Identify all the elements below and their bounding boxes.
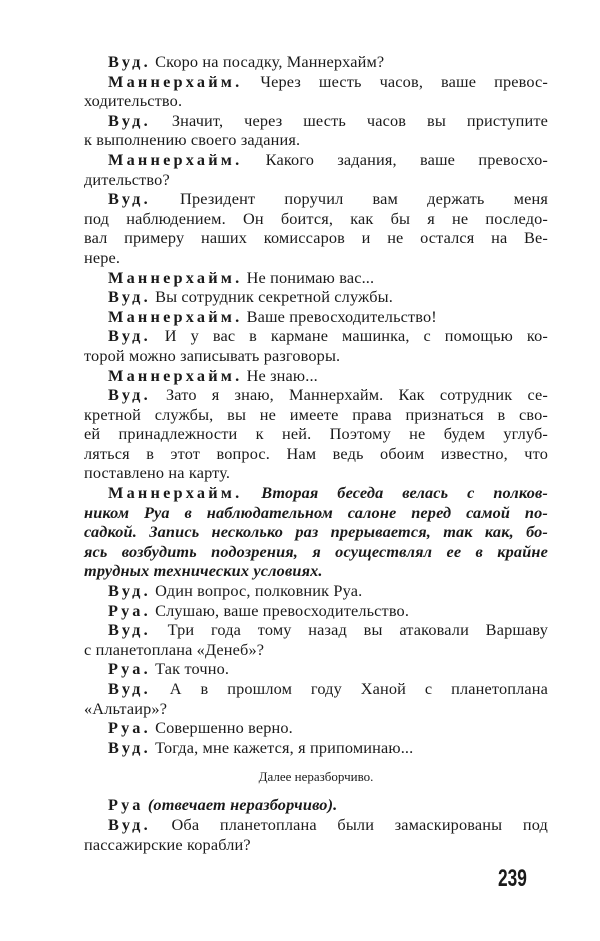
page-number: 239 — [498, 865, 527, 892]
dialogue-line: кретной службы, вы не имеете права признаться в сво- — [84, 404, 548, 424]
speaker-name: Руа. — [108, 718, 151, 738]
dialogue-line: Вуд. Оба планетоплана были замаскированы под — [108, 814, 548, 834]
speaker-name: Вуд. — [108, 110, 151, 130]
dialogue-line: Вуд. И у вас в кармане машинка, с помощью ко- — [108, 326, 548, 346]
dialogue-line: дительство? — [84, 169, 170, 189]
dialogue-line: Маннерхайм. Не понимаю вас... — [108, 267, 375, 287]
dialogue-line: ником Руа в наблюдательном салоне перед самой по- — [84, 502, 548, 522]
speaker-name: Руа. — [108, 600, 151, 620]
dialogue-line: Вуд. Зато я знаю, Маннерхайм. Как сотрудник се- — [108, 385, 548, 405]
dialogue-line: Вуд. А в прошлом году Ханой с планетоплана — [108, 679, 548, 698]
speaker-name: Маннерхайм. — [108, 71, 243, 91]
speaker-name: Вуд. — [108, 385, 151, 405]
speaker-name: Руа — [108, 795, 144, 815]
dialogue-line: к выполнению своего задания. — [84, 130, 301, 150]
dialogue-line: ходительство. — [84, 91, 183, 111]
speaker-name: Вуд. — [108, 737, 151, 757]
dialogue-line: Маннерхайм. Вторая беседа велась с полков- — [108, 483, 548, 503]
dialogue-line: вал примеру наших комиссаров и не остался на Ве- — [84, 228, 548, 248]
dialogue-line: под наблюдением. Он боится, как бы я не последо- — [84, 208, 548, 228]
dialogue-line: Вуд. Тогда, мне кажется, я припоминаю... — [108, 737, 414, 757]
speaker-name: Вуд. — [108, 581, 151, 601]
stage-note: Далее неразборчиво. — [258, 769, 374, 785]
dialogue-line: нере. — [84, 247, 121, 267]
dialogue-line: Вуд. Скоро на посадку, Маннерхайм? — [108, 52, 385, 71]
dialogue-line: с планетоплана «Денеб»? — [84, 639, 265, 659]
speaker-name: Вуд. — [108, 620, 151, 640]
speaker-name: Вуд. — [108, 814, 151, 834]
dialogue-line: Вуд. Три года тому назад вы атаковали Варшаву — [108, 620, 548, 640]
dialogue-line: Руа. Совершенно верно. — [108, 718, 293, 738]
dialogue-line: торой можно записывать разговоры. — [84, 345, 341, 365]
speaker-name: Руа. — [108, 659, 151, 679]
speaker-name: Маннерхайм. — [108, 365, 243, 385]
dialogue-line: Маннерхайм. Не знаю... — [108, 365, 318, 385]
dialogue-line: Маннерхайм. Ваше превосходительство! — [108, 306, 437, 326]
dialogue-line: Маннерхайм. Какого задания, ваше превосхо- — [108, 149, 548, 169]
dialogue-line: Вуд. Значит, через шесть часов вы приступите — [108, 110, 548, 130]
speaker-name: Маннерхайм. — [108, 267, 243, 287]
speaker-name: Вуд. — [108, 679, 151, 698]
dialogue-line: пассажирские корабли? — [84, 834, 251, 854]
speaker-name: Маннерхайм. — [108, 306, 243, 326]
dialogue-line: Вуд. Вы сотрудник секретной службы. — [108, 287, 393, 307]
dialogue-line: трудных технических условиях. — [84, 561, 323, 581]
speaker-name: Вуд. — [108, 287, 151, 307]
dialogue-line: Руа (отвечает неразборчиво). — [108, 795, 338, 815]
speaker-name: Маннерхайм. — [108, 483, 243, 503]
dialogue-line: «Альтаир»? — [84, 698, 168, 718]
page-text-block — [84, 52, 548, 854]
speaker-name: Вуд. — [108, 189, 151, 209]
speaker-name: Маннерхайм. — [108, 149, 243, 169]
dialogue-line: ляться в этот вопрос. Нам ведь обоим известно, что — [84, 443, 548, 463]
dialogue-line: Вуд. Один вопрос, полковник Руа. — [108, 581, 363, 601]
dialogue-line: Руа. Так точно. — [108, 659, 230, 679]
dialogue-line: Вуд. Президент поручил вам держать меня — [108, 189, 548, 209]
dialogue-line: Руа. Слушаю, ваше превосходительство. — [108, 600, 410, 620]
dialogue-line: ей принадлежности к ней. Поэтому не будем углуб- — [84, 424, 548, 444]
speaker-name: Вуд. — [108, 326, 151, 346]
speaker-name: Вуд. — [108, 52, 151, 71]
dialogue-line: ясь возбудить подозрения, я осуществлял ее в крайне — [84, 541, 548, 561]
dialogue-line: поставлено на карту. — [84, 463, 231, 483]
dialogue-line: Маннерхайм. Через шесть часов, ваше превос- — [108, 71, 548, 91]
dialogue-line: садкой. Запись несколько раз прерывается, так как, бо- — [84, 522, 548, 542]
